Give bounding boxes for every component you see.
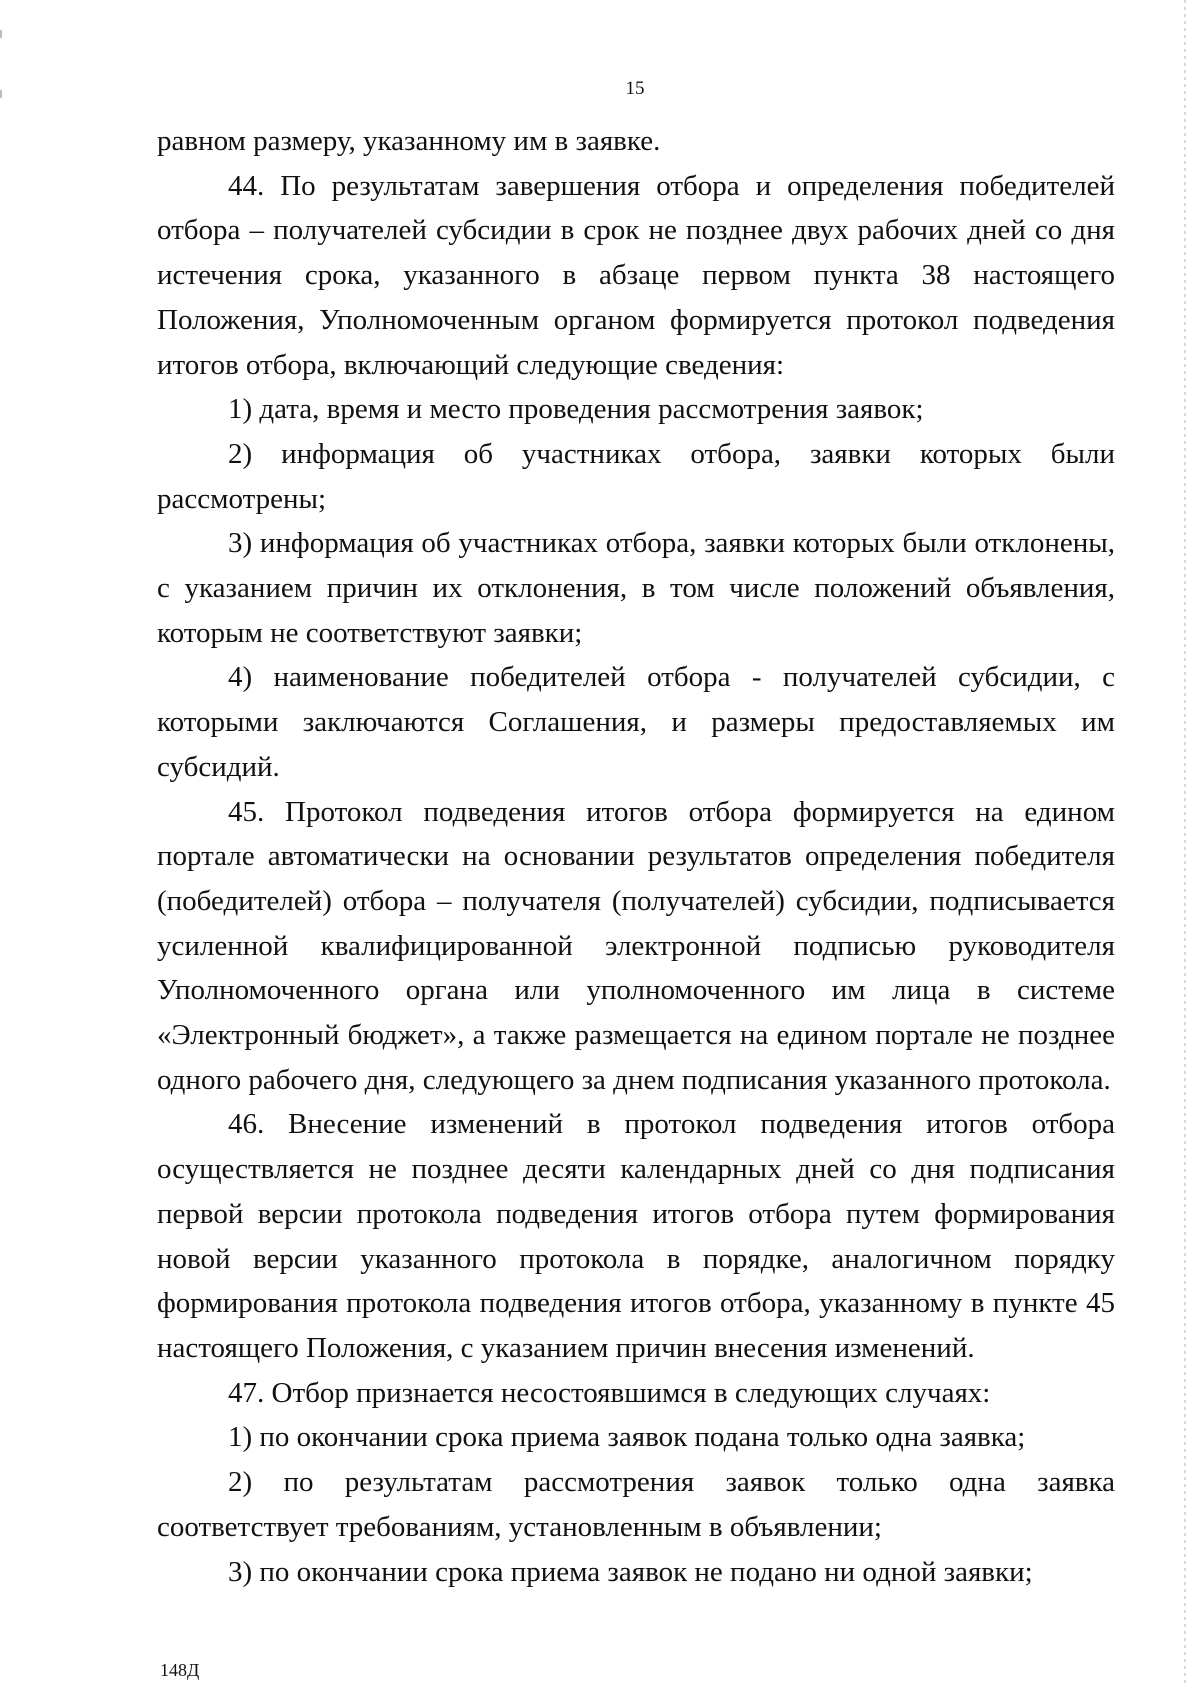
paragraph-item-44: 44. По результатам завершения отбора и определения победителей отбора – получателей субсидии в срок не позднее двух рабочих дней со дня истечения срока, указанного в абзаце первом пункта 38 настоящего Положения, Уполномоченным органом формируется протокол подведения итогов отбора, включающий следующие сведения: (157, 169, 1115, 381)
paragraph-item-47: 47. Отбор признается несостоявшимся в следующих случаях: (228, 1376, 991, 1409)
document-body (157, 119, 1115, 1594)
paragraph-subitem-1: 1) дата, время и место проведения рассмотрения заявок; (228, 393, 924, 426)
paragraph-subitem-3: 3) информация об участниках отбора, заявки которых были отклонены, с указанием причин их отклонения, в том числе положений объявления, которым не соответствуют заявки; (157, 527, 1115, 649)
document-code: 148Д (160, 1660, 200, 1680)
paragraph-continuation: равном размеру, указанному им в заявке. (157, 125, 661, 157)
paragraph-item-45: 45. Протокол подведения итогов отбора формируется на едином портале автоматически на основании результатов определения победителя (победителей) отбора – получателя (получателей) субсидии, подписывается усиленной квалифицированной электронной подписью руководителя Уполномоченного органа или уполномоченного им лица в системе «Электронный бюджет», а также размещается на едином портале не позднее одного рабочего дня, следующего за днем подписания указанного протокола. (157, 795, 1115, 1096)
paragraph-subitem-4: 4) наименование победителей отбора - получателей субсидии, с которыми заключаются Соглашения, и размеры предоставляемых им субсидий. (157, 661, 1115, 783)
scan-mark (0, 30, 2, 38)
paragraph-case-2: 2) по результатам рассмотрения заявок только одна заявка соответствует требованиям, установленным в объявлении; (157, 1466, 1115, 1543)
scan-edge-artifact (1184, 0, 1186, 1686)
paragraph-case-1: 1) по окончании срока приема заявок подана только одна заявка; (228, 1421, 1026, 1454)
page-number: 15 (625, 78, 645, 99)
paragraph-item-46: 46. Внесение изменений в протокол подведения итогов отбора осуществляется не позднее десяти календарных дней со дня подписания первой версии протокола подведения итогов отбора путем формирования новой версии указанного протокола в порядке, аналогичном порядку формирования протокола подведения итогов отбора, указанному в пункте 45 настоящего Положения, с указанием причин внесения изменений. (157, 1108, 1115, 1364)
paragraph-case-3: 3) по окончании срока приема заявок не подано ни одной заявки; (228, 1555, 1033, 1588)
paragraph-subitem-2: 2) информация об участниках отбора, заявки которых были рассмотрены; (157, 437, 1115, 515)
